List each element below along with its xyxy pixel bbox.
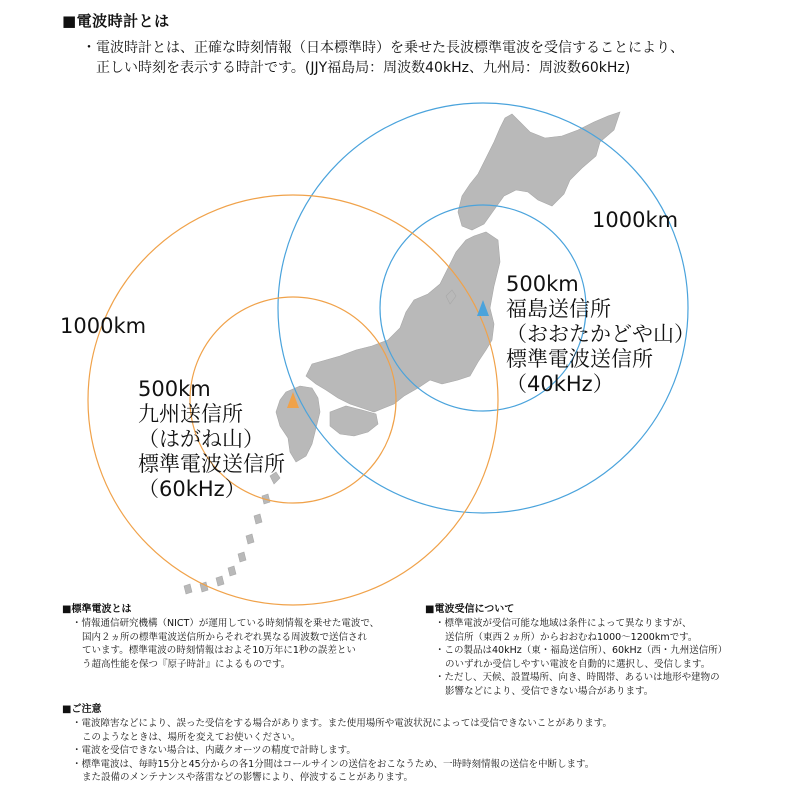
- notes-title: ■ご注意: [62, 704, 102, 715]
- label-line: （はがね山）: [138, 427, 264, 451]
- label-line: 九州送信所: [138, 402, 243, 426]
- body-line: ・情報通信研究機構（NICT）が運用している時刻情報を乗せた電波で、: [72, 618, 380, 629]
- reception-title: ■電波受信について: [425, 604, 515, 615]
- body-line: このようなときは、場所を変えてお使いください。: [82, 731, 301, 743]
- fukushima-transmitter-label: [506, 272, 695, 397]
- body-line: 国内２ヵ所の標準電波送信所からそれぞれ異なる周波数で送信され: [82, 631, 368, 643]
- intro-text: [82, 38, 684, 78]
- honshu-shape: [306, 232, 500, 412]
- label-line: 500km: [506, 272, 579, 296]
- body-line: ・電波障害などにより、誤った受信をする場合があります。また使用場所や電波状況によっては受信できないことがあります。: [72, 718, 612, 729]
- label-line: 標準電波送信所: [506, 347, 653, 371]
- reception-section: [425, 600, 727, 698]
- label-line: 福島送信所: [506, 297, 611, 321]
- notes-section: [62, 700, 612, 785]
- body-line: のいずれか受信しやすい電波を自動的に選択し、受信します。: [445, 658, 711, 670]
- body-line: 送信所（東西２ヵ所）からおおむね1000～1200kmです。: [445, 631, 698, 643]
- body-line: ・この製品は40kHz（東・福島送信所）、60kHz（西・九州送信所）: [435, 645, 728, 656]
- kyushu-1000km-label: 1000km: [60, 314, 147, 338]
- standard-wave-title: ■標準電波とは: [62, 604, 132, 615]
- label-line: （60kHz）: [138, 477, 246, 501]
- label-line: （40kHz）: [506, 372, 614, 396]
- standard-wave-section: [62, 600, 379, 671]
- notes-body: [72, 717, 612, 785]
- body-line: う超高性能を保つ『原子時計』によるものです。: [82, 658, 291, 670]
- kyushu-transmitter-label: [138, 377, 285, 502]
- label-line: 標準電波送信所: [138, 452, 285, 476]
- reception-body: [435, 617, 727, 698]
- intro-line: ・電波時計とは、正確な時刻情報（日本標準時）を乗せた長波標準電波を受信することにより、: [82, 40, 684, 56]
- body-line: ・標準電波は、毎時15分と45分からの各1分間はコールサインの送信をおこなうため、一時時刻情報の送信を中断します。: [72, 758, 595, 770]
- fukushima-1000km-label: 1000km: [592, 208, 679, 232]
- intro-line: 正しい時刻を表示する時計です。(JJY福島局：周波数40kHz、九州局：周波数60kHz): [96, 60, 631, 76]
- standard-wave-body: [72, 617, 379, 671]
- page-title: ■電波時計とは: [62, 12, 170, 30]
- body-line: ています。標準電波の時刻情報はおよそ10万年に1秒の誤差とい: [82, 645, 356, 656]
- body-line: ・標準電波が受信可能な地域は条件によって異なりますが、: [435, 618, 692, 629]
- label-line: 500km: [138, 377, 211, 401]
- body-line: また設備のメンテナンスや落雷などの影響により、停波することがあります。: [82, 772, 413, 783]
- body-line: ・ただし、天候、設置場所、向き、時間帯、あるいは地形や建物の: [435, 672, 720, 683]
- label-line: （おおたかどや山）: [506, 322, 695, 346]
- body-line: 影響などにより、受信できない場合があります。: [445, 685, 654, 697]
- body-line: ・電波を受信できない場合は、内蔵クオーツの精度で計時します。: [72, 745, 356, 756]
